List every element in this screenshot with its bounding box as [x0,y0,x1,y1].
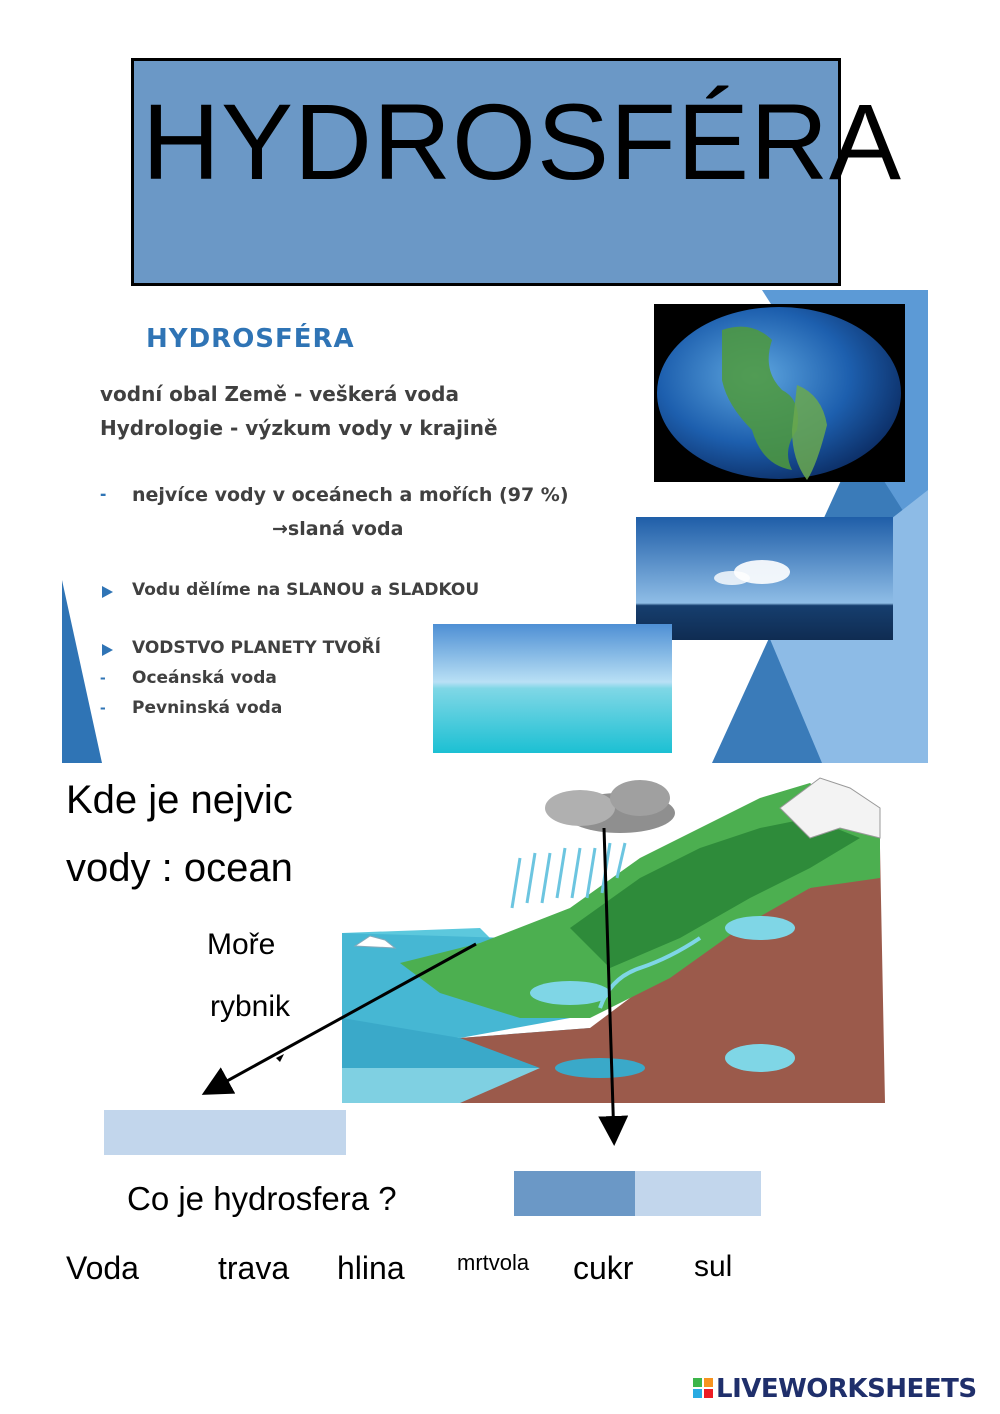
word-option-trava[interactable]: trava [218,1250,290,1286]
dash-bullet: - [100,668,106,687]
slide-line-land-water: Pevninská voda [132,698,283,718]
word-option-cukr[interactable]: cukr [573,1250,634,1286]
answer-drop-box-2-right[interactable] [635,1171,761,1216]
slide-line-hydrology: Hydrologie - výzkum vody v krajině [100,416,498,440]
slide-line-divide: Vodu dělíme na SLANOU a SLADKOU [132,580,480,600]
slide-line-planet-water: VODSTVO PLANETY TVOŘÍ [132,638,381,658]
option-rybnik: rybnik [210,990,291,1023]
slide-line-oceans: nejvíce vody v oceánech a mořích (97 %) [132,484,569,506]
question2: Co je hydrosfera ? [127,1180,397,1217]
answer-drop-box-2-left[interactable] [514,1171,635,1216]
question1-line1: Kde je nejvic [66,778,293,822]
word-option-mrtvola[interactable]: mrtvola [457,1250,530,1275]
arrow-to-box2 [604,828,614,1140]
word-option-sul[interactable]: sul [694,1250,733,1283]
liveworksheets-logo: LIVEWORKSHEETS [716,1374,977,1404]
dash-bullet: - [100,698,106,717]
word-option-voda[interactable]: Voda [66,1250,139,1286]
liveworksheets-logo-icon [693,1378,713,1398]
word-option-hlina[interactable]: hlina [337,1250,405,1286]
slide-line-salt-water: →slaná voda [272,518,404,540]
slide-line-ocean-water: Oceánská voda [132,668,277,688]
answer-drop-box-1[interactable] [104,1110,346,1155]
page-title: HYDROSFÉRA [142,81,903,202]
question1-line2: vody : ocean [66,846,293,890]
option-more: Moře [207,928,276,961]
slide-line-water-envelope: vodní obal Země - veškerá voda [100,382,459,406]
slide-title: HYDROSFÉRA [146,324,355,354]
dash-bullet: - [100,484,107,505]
